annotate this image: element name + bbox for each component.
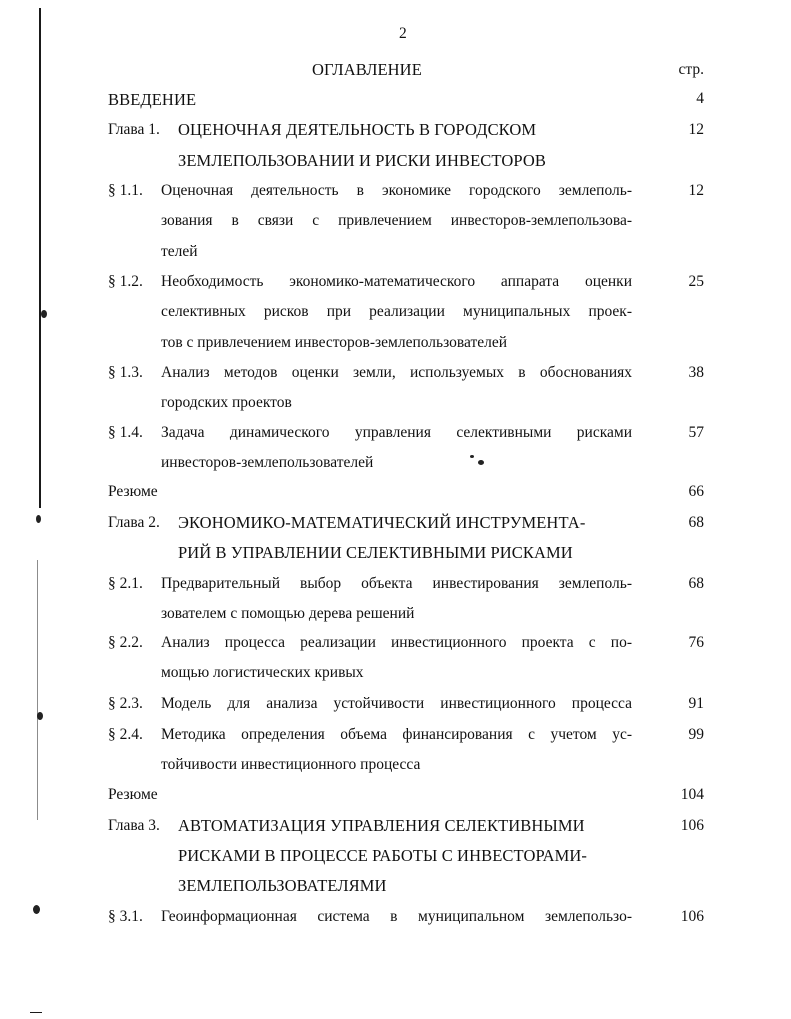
- toc-section-label: § 3.1.: [108, 908, 143, 925]
- toc-section-line: Анализ процесса реализации инвестиционного проекта с по-: [161, 634, 632, 651]
- toc-section-line: Методика определения объема финансирования с учетом ус-: [161, 726, 632, 743]
- toc-section-page: 57: [688, 424, 704, 441]
- toc-chapter3-line2: РИСКАМИ В ПРОЦЕССЕ РАБОТЫ С ИНВЕСТОРАМИ-: [178, 846, 588, 865]
- toc-section-line: Модель для анализа устойчивости инвестиционного процесса: [161, 695, 632, 712]
- toc-section-line: Геоинформационная система в муниципальном землепользо-: [161, 908, 632, 925]
- scan-binding-line-lower: [37, 560, 38, 820]
- toc-section-line: инвесторов-землепользователей: [161, 454, 374, 471]
- toc-summary-title: Резюме: [108, 786, 158, 803]
- toc-section-line: зователем с помощью дерева решений: [161, 605, 415, 622]
- toc-section-label: § 2.1.: [108, 575, 143, 592]
- toc-chapter3-line3: ЗЕМЛЕПОЛЬЗОВАТЕЛЯМИ: [178, 876, 387, 895]
- toc-section-line: Анализ методов оценки земли, используемых в обоснованиях: [161, 364, 632, 381]
- toc-chapter2-page: 68: [688, 514, 704, 531]
- toc-section-line: Оценочная деятельность в экономике городского землеполь-: [161, 182, 632, 199]
- toc-section-page: 68: [688, 575, 704, 592]
- toc-chapter2-label: Глава 2.: [108, 514, 160, 531]
- toc-section-line: тов с привлечением инвесторов-землепользователей: [161, 334, 508, 351]
- toc-chapter1-label: Глава 1.: [108, 121, 160, 138]
- toc-section-label: § 2.4.: [108, 726, 143, 743]
- scan-speck: [37, 712, 43, 720]
- scan-binding-line: [39, 8, 41, 508]
- page-column-label: стр.: [678, 61, 704, 78]
- scan-mark-bottom: [30, 1012, 42, 1013]
- toc-intro-page: 4: [696, 90, 704, 107]
- toc-section-page: 38: [688, 364, 704, 381]
- toc-summary-title: Резюме: [108, 483, 158, 500]
- toc-section-line: Необходимость экономико-математического аппарата оценки: [161, 273, 632, 290]
- toc-section-label: § 1.3.: [108, 364, 143, 381]
- toc-section-label: § 1.4.: [108, 424, 143, 441]
- toc-summary-page: 104: [680, 786, 704, 803]
- toc-section-page: 25: [688, 273, 704, 290]
- toc-chapter1-page: 12: [688, 121, 704, 138]
- scan-speck: [36, 515, 41, 523]
- toc-section-line: тойчивости инвестиционного процесса: [161, 756, 421, 773]
- toc-chapter3-line1: АВТОМАТИЗАЦИЯ УПРАВЛЕНИЯ СЕЛЕКТИВНЫМИ: [178, 816, 585, 835]
- scan-speck: [41, 310, 47, 318]
- toc-section-page: 106: [680, 908, 704, 925]
- toc-section-label: § 2.3.: [108, 695, 143, 712]
- toc-section-line: Задача динамического управления селективными рисками: [161, 424, 632, 441]
- page-number: 2: [399, 25, 407, 42]
- toc-chapter1-line1: ОЦЕНОЧНАЯ ДЕЯТЕЛЬНОСТЬ В ГОРОДСКОМ: [178, 120, 537, 139]
- toc-section-line: Предварительный выбор объекта инвестирования землеполь-: [161, 575, 632, 592]
- toc-chapter1-line2: ЗЕМЛЕПОЛЬЗОВАНИИ И РИСКИ ИНВЕСТОРОВ: [178, 151, 546, 170]
- toc-section-label: § 2.2.: [108, 634, 143, 651]
- toc-section-line: зования в связи с привлечением инвесторов-землепользова-: [161, 212, 632, 229]
- toc-section-page: 12: [688, 182, 704, 199]
- toc-heading: ОГЛАВЛЕНИЕ: [312, 60, 422, 79]
- toc-chapter2-line1: ЭКОНОМИКО-МАТЕМАТИЧЕСКИЙ ИНСТРУМЕНТА-: [178, 513, 586, 532]
- toc-section-label: § 1.1.: [108, 182, 143, 199]
- scan-speck: [470, 455, 474, 458]
- toc-intro-title: ВВЕДЕНИЕ: [108, 90, 197, 109]
- toc-section-line: селективных рисков при реализации муниципальных проек-: [161, 303, 632, 320]
- toc-chapter3-label: Глава 3.: [108, 817, 160, 834]
- toc-section-line: телей: [161, 243, 198, 260]
- toc-section-label: § 1.2.: [108, 273, 143, 290]
- toc-chapter3-page: 106: [680, 817, 704, 834]
- toc-section-page: 91: [688, 695, 704, 712]
- toc-section-page: 99: [688, 726, 704, 743]
- toc-section-line: мощью логистических кривых: [161, 664, 364, 681]
- toc-summary-page: 66: [688, 483, 704, 500]
- scan-speck: [478, 460, 484, 465]
- toc-section-line: городских проектов: [161, 394, 292, 411]
- toc-chapter2-line2: РИЙ В УПРАВЛЕНИИ СЕЛЕКТИВНЫМИ РИСКАМИ: [178, 543, 573, 562]
- toc-section-page: 76: [688, 634, 704, 651]
- scan-speck: [33, 905, 40, 914]
